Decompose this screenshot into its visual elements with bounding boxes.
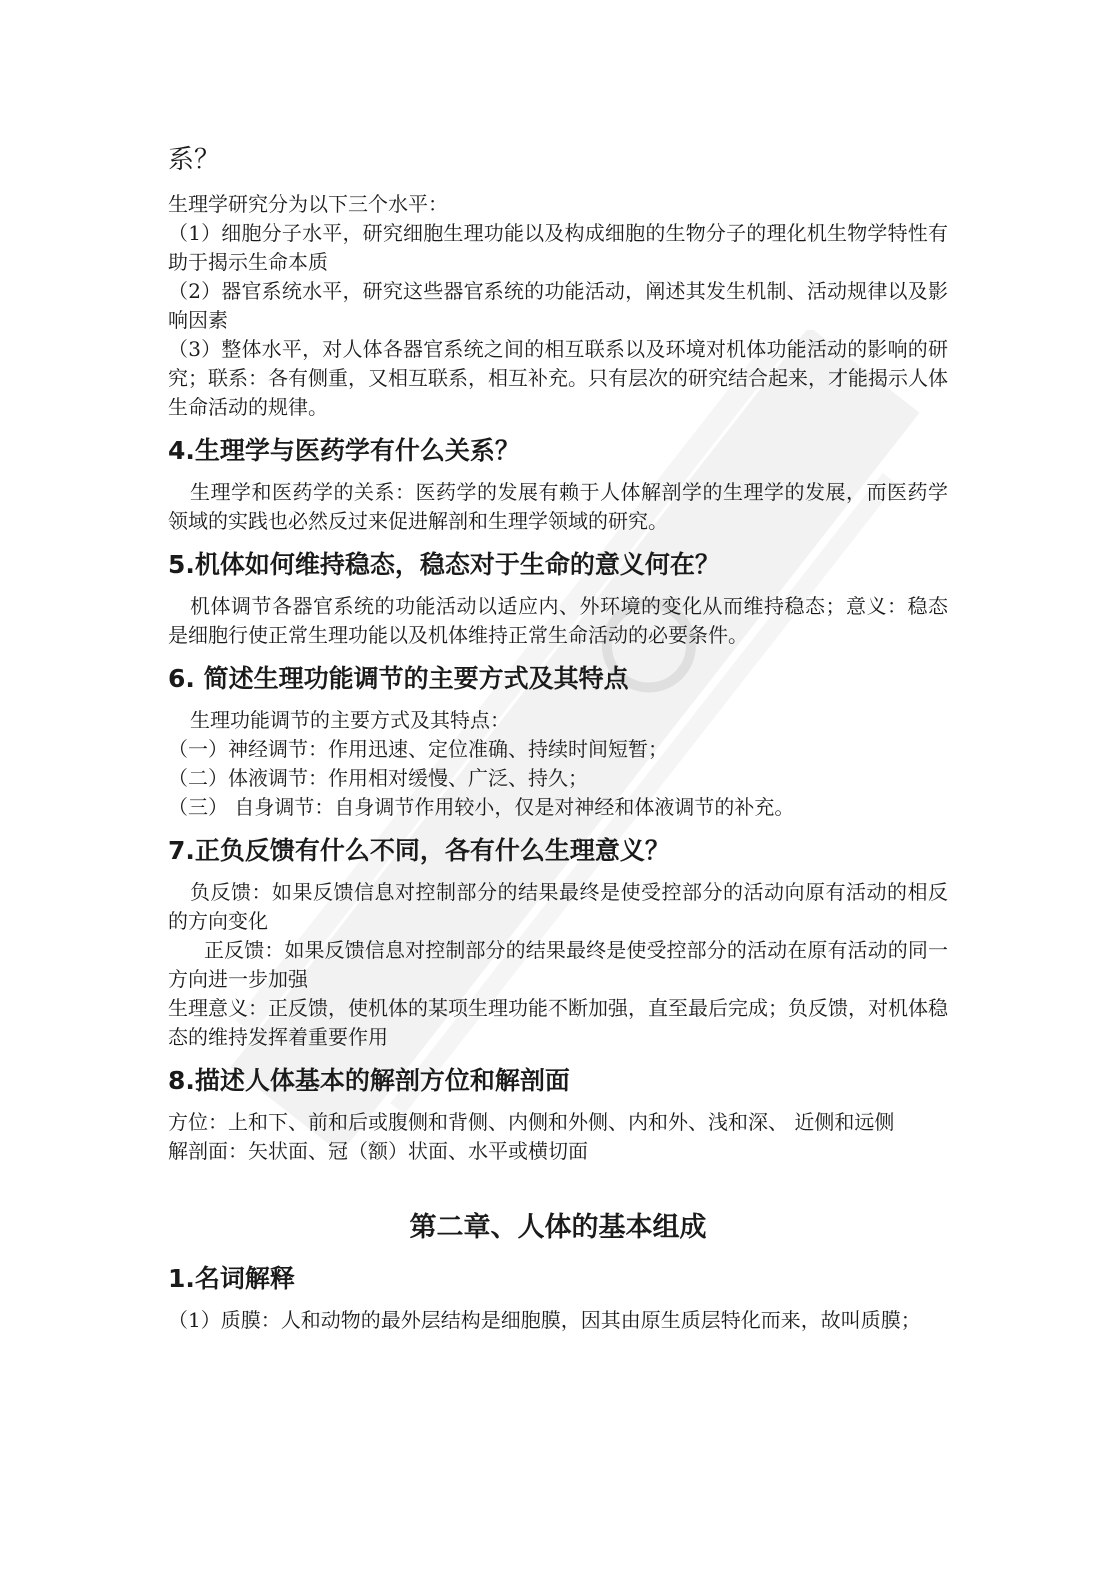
paragraph: 正反馈：如果反馈信息对控制部分的结果最终是使受控部分的活动在原有活动的同一方向进一步加强 — [168, 938, 948, 991]
paragraph: 生理学研究分为以下三个水平： — [168, 192, 448, 216]
paragraph: 解剖面：矢状面、冠（额）状面、水平或横切面 — [168, 1139, 588, 1163]
document-page — [168, 140, 948, 1335]
paragraph: （1）质膜：人和动物的最外层结构是细胞膜，因其由原生质层特化而来，故叫质膜； — [168, 1308, 921, 1332]
question-heading: 5.机体如何维持稳态，稳态对于生命的意义何在？ — [168, 550, 720, 579]
paragraph: （一）神经调节：作用迅速、定位准确、持续时间短暂； — [168, 737, 668, 761]
paragraph: （3）整体水平，对人体各器官系统之间的相互联系以及环境对机体功能活动的影响的研究；联系：各有侧重，又相互联系，相互补充。只有层次的研究结合起来，才能揭示人体生命活动的规律。 — [168, 337, 948, 419]
paragraph: （2）器官系统水平，研究这些器官系统的功能活动，阐述其发生机制、活动规律以及影响因素 — [168, 279, 948, 332]
paragraph: 系？ — [168, 145, 221, 175]
chapter-title: 第二章、人体的基本组成 — [409, 1212, 707, 1243]
paragraph: （三） 自身调节：自身调节作用较小，仅是对神经和体液调节的补充。 — [168, 795, 795, 819]
question-heading: 8.描述人体基本的解剖方位和解剖面 — [168, 1066, 570, 1095]
paragraph: 生理功能调节的主要方式及其特点： — [190, 708, 510, 732]
question-heading: 4.生理学与医药学有什么关系？ — [168, 436, 520, 465]
paragraph: 生理意义：正反馈，使机体的某项生理功能不断加强，直至最后完成；负反馈，对机体稳态的维持发挥着重要作用 — [168, 996, 948, 1049]
paragraph: 方位：上和下、前和后或腹侧和背侧、内侧和外侧、内和外、浅和深、 近侧和远侧 — [168, 1110, 895, 1134]
paragraph: （二）体液调节：作用相对缓慢、广泛、持久； — [168, 766, 588, 790]
paragraph: 机体调节各器官系统的功能活动以适应内、外环境的变化从而维持稳态；意义：稳态是细胞行使正常生理功能以及机体维持正常生命活动的必要条件。 — [168, 594, 948, 647]
question-heading: 6. 简述生理功能调节的主要方式及其特点 — [168, 664, 629, 693]
paragraph: 生理学和医药学的关系：医药学的发展有赖于人体解剖学的生理学的发展，而医药学领域的实践也必然反过来促进解剖和生理学领域的研究。 — [168, 480, 948, 533]
question-heading: 1.名词解释 — [168, 1264, 295, 1293]
paragraph: （1）细胞分子水平，研究细胞生理功能以及构成细胞的生物分子的理化机生物学特性有助于揭示生命本质 — [168, 221, 948, 274]
paragraph: 负反馈：如果反馈信息对控制部分的结果最终是使受控部分的活动向原有活动的相反的方向变化 — [168, 880, 948, 933]
question-heading: 7.正负反馈有什么不同，各有什么生理意义？ — [168, 836, 670, 865]
